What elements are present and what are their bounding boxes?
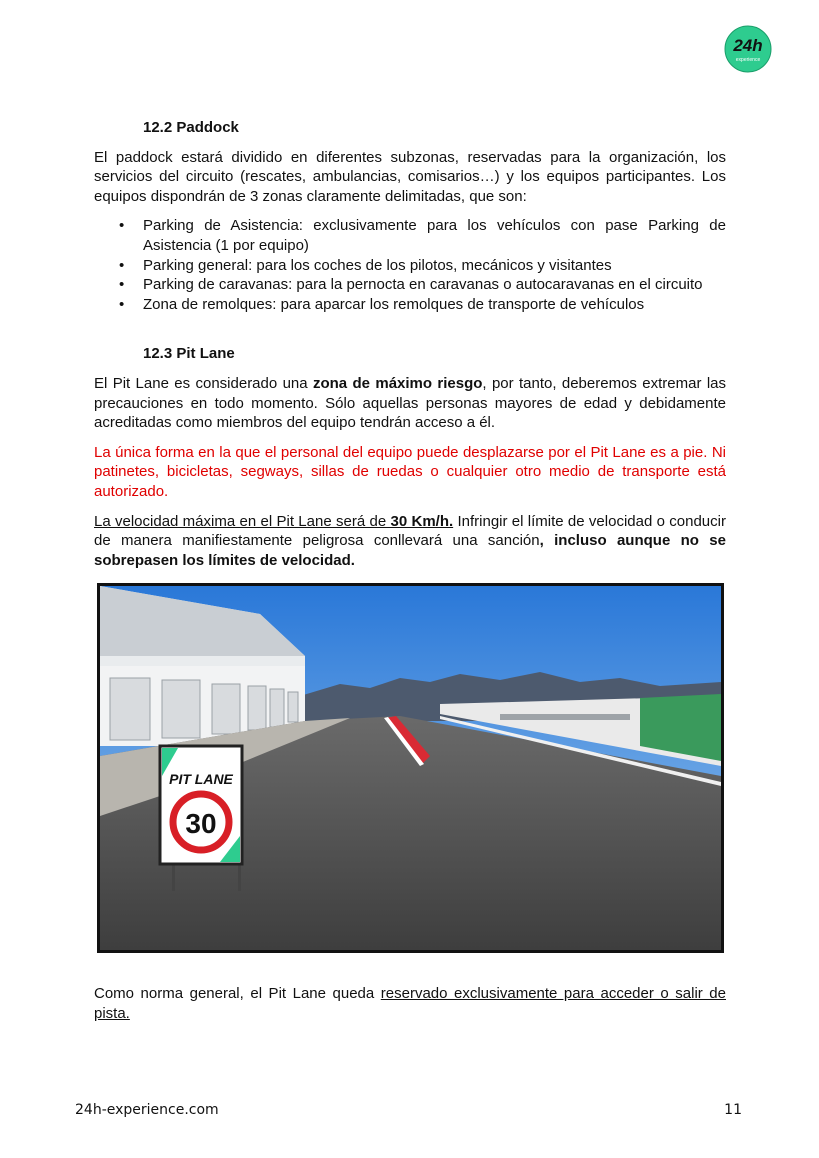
bullet-icon: • [119, 217, 125, 235]
text-span: El Pit Lane es considerado una [94, 374, 313, 392]
text-span: Como norma general, el Pit Lane queda [94, 985, 381, 1002]
pit-lane-photo [97, 583, 724, 953]
list-item-text: Parking general: para los coches de los pilotos, mecánicos y visitantes [143, 256, 612, 274]
closing-paragraph [94, 984, 726, 1023]
speed-limit-value: 30 Km/h. [390, 512, 454, 530]
bullet-icon: • [119, 256, 125, 274]
section-heading-pit-lane: 12.3 Pit Lane [143, 345, 235, 363]
brand-logo [724, 25, 772, 73]
sign-title: PIT LANE [169, 771, 233, 787]
pit-lane-risk-paragraph [94, 374, 726, 433]
section-heading-paddock: 12.2 Paddock [143, 119, 239, 136]
paddock-zones-list [94, 216, 726, 314]
text-span: Infringir el límite de velocidad o conducir de manera manifiestamente peligrosa conllevará una sanción [94, 512, 726, 550]
text-span: , por tanto, deberemos extremar las precauciones en todo momento. Sólo aquellas personas mayores de edad y debidamente acreditadas como miembros del equipo tendrán acceso a él. [94, 374, 726, 432]
paddock-intro: El paddock estará dividido en diferentes subzonas, reservadas para la organización, los servicios del circuito (rescates, ambulancias, comisarios…) y los equipos participantes. Los equipos dispondrán de 3 zonas claramente delimitadas, que son: [94, 148, 726, 205]
footer-website: 24h-experience.com [75, 1102, 219, 1118]
speed-limit-text: La velocidad máxima en el Pit Lane será de [94, 512, 391, 530]
list-item [119, 216, 726, 255]
bullet-icon: • [119, 295, 125, 313]
pit-lane-transport-warning: La única forma en la que el personal del equipo puede desplazarse por el Pit Lane es a pie. Ni patinetes, bicicletas, segways, sillas de ruedas o cualquier otro medio de transporte está autorizado. [94, 443, 726, 500]
sign-speed: 30 [185, 808, 217, 839]
footer-page-number: 11 [724, 1102, 742, 1118]
sanction-emphasis: , incluso aunque no se sobrepasen los límites de velocidad. [94, 532, 726, 569]
page-content [94, 112, 726, 580]
bullet-icon: • [119, 276, 125, 294]
list-item [119, 275, 726, 295]
list-item-text: Zona de remolques: para aparcar los remolques de transporte de vehículos [143, 295, 645, 313]
pit-lane-speed-paragraph [94, 512, 726, 571]
list-item-text: Parking de caravanas: para la pernocta en caravanas o autocaravanas en el circuito [143, 276, 703, 294]
list-item [119, 295, 726, 315]
logo-text: 24h [733, 36, 763, 55]
list-item-text: Parking de Asistencia: exclusivamente para los vehículos con pase Parking de Asistencia (1 por equipo) [143, 217, 726, 254]
risk-emphasis: zona de máximo riesgo [312, 374, 483, 392]
list-item [119, 256, 726, 276]
logo-subtext: experience [735, 57, 761, 63]
closing-underline: reservado exclusivamente para acceder o salir de pista. [94, 985, 726, 1022]
